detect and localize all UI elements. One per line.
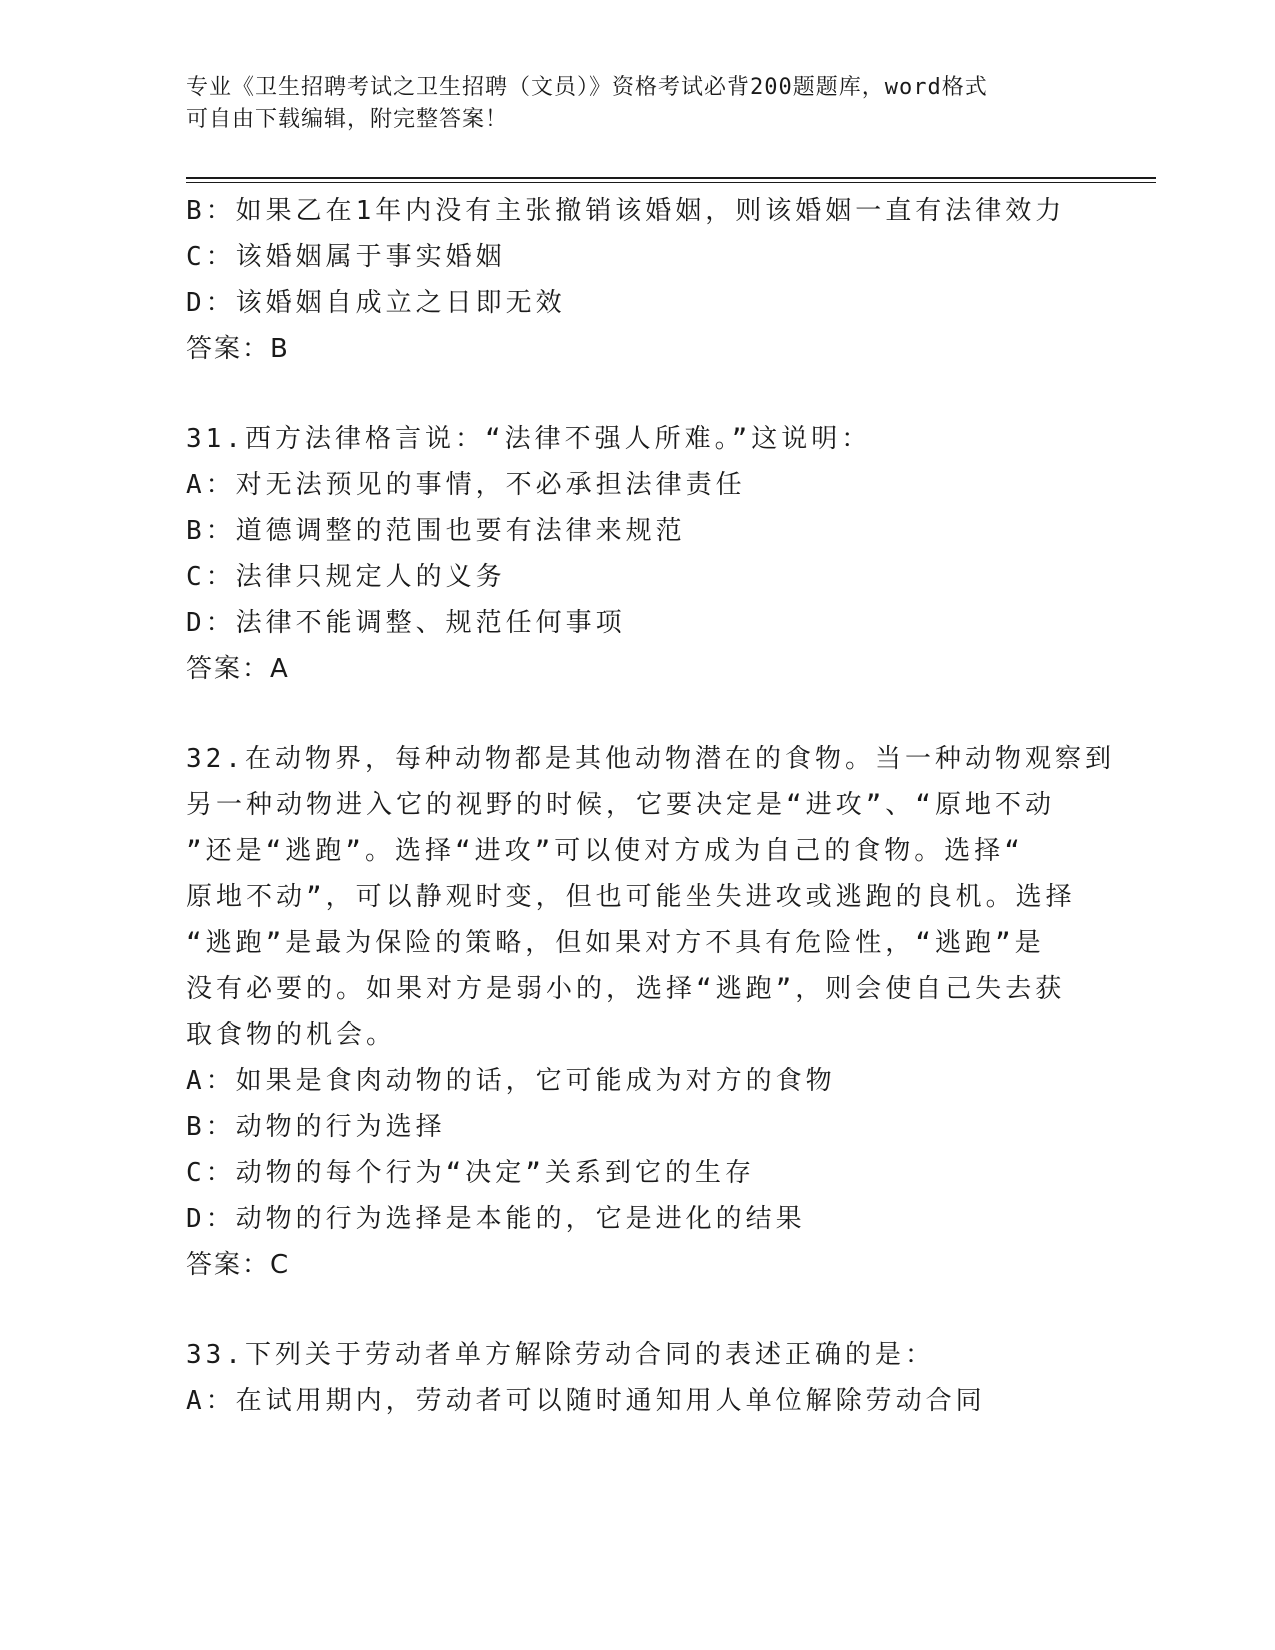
- option-d: D：该婚姻自成立之日即无效: [186, 288, 566, 318]
- option-a: A：如果是食肉动物的话，它可能成为对方的食物: [186, 1066, 836, 1096]
- option-d: D：动物的行为选择是本能的，它是进化的结果: [186, 1204, 806, 1234]
- option-a: A：对无法预见的事情，不必承担法律责任: [186, 470, 746, 500]
- header-title-line-2: 可自由下载编辑，附完整答案！: [186, 107, 509, 132]
- header-divider-thick: [186, 177, 1156, 179]
- answer-line: 答案：C: [186, 1250, 291, 1280]
- option-b: B：如果乙在1年内没有主张撤销该婚姻，则该婚姻一直有法律效力: [186, 196, 1066, 226]
- header-divider-thin: [186, 182, 1156, 183]
- option-b: B：动物的行为选择: [186, 1112, 446, 1142]
- question-stem-line: ”还是“逃跑”。选择“进攻”可以使对方成为自己的食物。选择“: [186, 836, 1024, 866]
- question-stem-line: 32.在动物界，每种动物都是其他动物潜在的食物。当一种动物观察到: [186, 744, 1115, 774]
- question-31: [186, 416, 1106, 692]
- option-c: C：动物的每个行为“决定”关系到它的生存: [186, 1158, 755, 1188]
- header-title-line-1: 专业《卫生招聘考试之卫生招聘（文员）》资格考试必背200题题库，word格式: [186, 75, 988, 100]
- question-33: [186, 1332, 1106, 1424]
- question-stem: 33.下列关于劳动者单方解除劳动合同的表述正确的是：: [186, 1340, 935, 1370]
- question-stem-line: 原地不动”，可以静观时变，但也可能坐失进攻或逃跑的良机。选择: [186, 882, 1076, 912]
- question-stem: 31.西方法律格言说：“法律不强人所难。”这说明：: [186, 424, 872, 454]
- answer-line: 答案：A: [186, 654, 290, 684]
- option-b: B：道德调整的范围也要有法律来规范: [186, 516, 686, 546]
- question-content: [186, 188, 1115, 1424]
- question-32: [186, 736, 1115, 1288]
- answer-line: 答案：B: [186, 334, 290, 364]
- question-stem-line: 没有必要的。如果对方是弱小的，选择“逃跑”，则会使自己失去获: [186, 974, 1066, 1004]
- option-c: C：该婚姻属于事实婚姻: [186, 242, 506, 272]
- option-a: A：在试用期内，劳动者可以随时通知用人单位解除劳动合同: [186, 1386, 986, 1416]
- question-30-tail: [186, 188, 1106, 372]
- question-stem-line: 取食物的机会。: [186, 1020, 397, 1050]
- document-header: [186, 72, 1086, 136]
- option-c: C：法律只规定人的义务: [186, 562, 506, 592]
- question-stem-line: 另一种动物进入它的视野的时候，它要决定是“进攻”、“原地不动: [186, 790, 1055, 820]
- option-d: D：法律不能调整、规范任何事项: [186, 608, 626, 638]
- question-stem-line: “逃跑”是最为保险的策略，但如果对方不具有危险性，“逃跑”是: [186, 928, 1045, 958]
